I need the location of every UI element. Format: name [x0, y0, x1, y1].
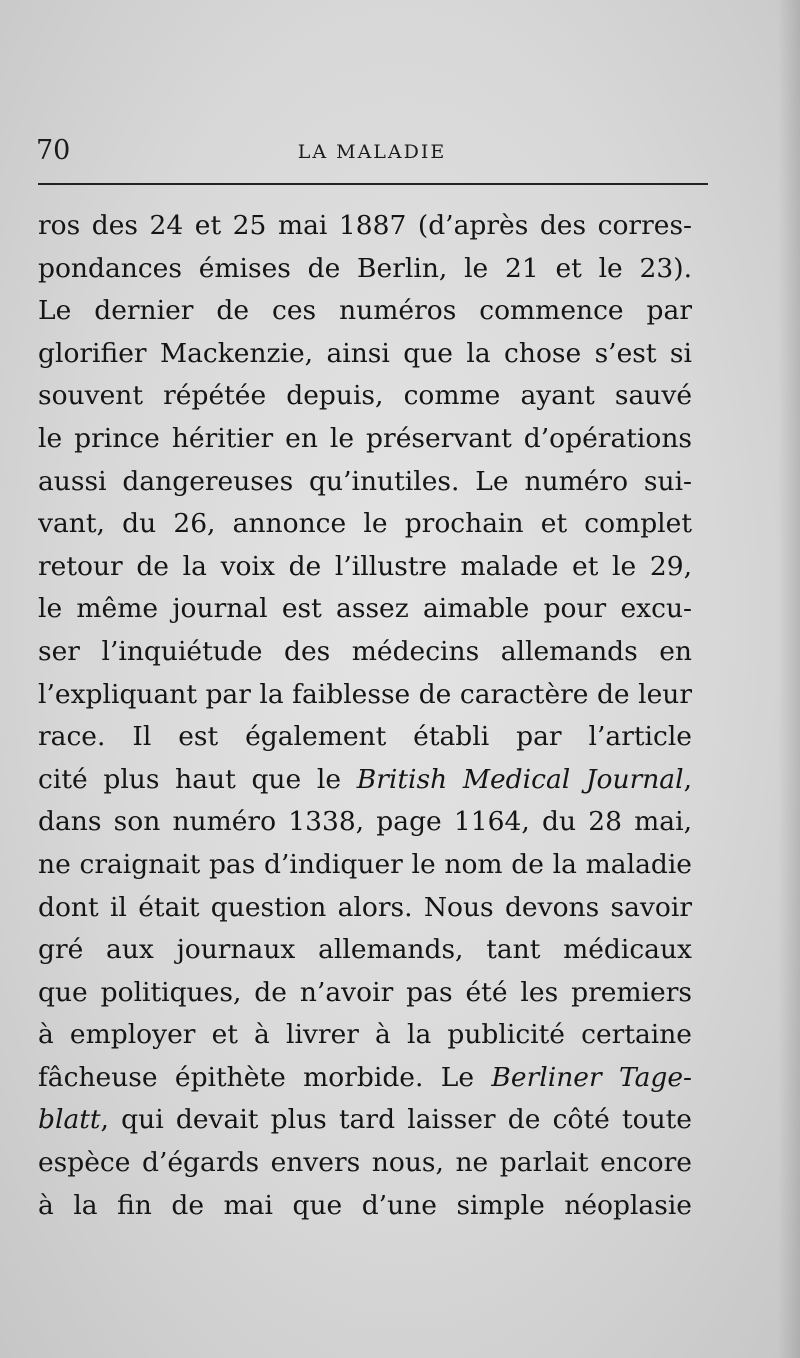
text-segment: dans son numéro 1338, page 1164, du 28 mai, — [38, 806, 692, 838]
text-line — [38, 503, 692, 546]
text-segment: à employer et à livrer à la publicité certaine — [38, 1019, 692, 1051]
italic-text-segment: blatt — [38, 1104, 101, 1136]
text-segment: , qui devait plus tard laisser de côté toute — [100, 1104, 692, 1136]
page-header — [36, 133, 708, 169]
running-title: LA MALADIE — [297, 141, 447, 163]
text-segment: l’expliquant par la faiblesse de caractère de leur — [38, 678, 692, 710]
text-line — [38, 1014, 692, 1057]
text-segment: , — [683, 763, 692, 795]
text-line — [38, 716, 692, 759]
text-line — [38, 248, 692, 291]
text-segment: race. Il est également établi par l’article — [38, 721, 692, 753]
text-line — [38, 631, 692, 674]
text-segment: le prince héritier en le préservant d’opérations — [38, 422, 692, 454]
text-segment: que politiques, de n’avoir pas été les premiers — [38, 976, 692, 1008]
text-line — [38, 461, 692, 504]
text-segment: à la fin de mai que d’une simple néoplasie — [38, 1189, 692, 1221]
text-segment: ser l’inquiétude des médecins allemands en — [38, 635, 692, 667]
text-segment: glorifier Mackenzie, ainsi que la chose s’est si — [38, 337, 692, 369]
text-segment: cité plus haut que le — [38, 763, 357, 795]
text-segment: Le dernier de ces numéros commence par — [38, 295, 692, 327]
text-line — [38, 588, 692, 631]
text-line — [38, 887, 692, 930]
text-line — [38, 1142, 692, 1185]
text-segment: le même journal est assez aimable pour excu- — [38, 593, 692, 625]
text-line — [38, 801, 692, 844]
text-line — [38, 1185, 692, 1228]
text-segment: pondances émises de Berlin, le 21 et le 23). — [38, 252, 692, 284]
text-line — [38, 759, 692, 802]
text-segment: retour de la voix de l’illustre malade et le 29, — [38, 550, 692, 582]
text-line — [38, 1099, 692, 1142]
text-line — [38, 375, 692, 418]
text-line — [38, 418, 692, 461]
text-line — [38, 205, 692, 248]
italic-text-segment: British Medical Journal — [356, 763, 684, 795]
text-segment: aussi dangereuses qu’inutiles. Le numéro sui- — [38, 465, 692, 497]
text-segment: ros des 24 et 25 mai 1887 (d’après des corres- — [38, 210, 692, 241]
text-line — [38, 1057, 692, 1100]
text-segment: espèce d’égards envers nous, ne parlait encore — [38, 1147, 692, 1179]
text-line — [38, 546, 692, 589]
header-rule — [38, 183, 708, 185]
text-segment: fâcheuse épithète morbide. Le — [38, 1061, 492, 1093]
text-line — [38, 972, 692, 1015]
text-line — [38, 844, 692, 887]
text-segment: vant, du 26, annonce le prochain et complet — [38, 508, 692, 540]
italic-text-segment: Berliner Tage- — [491, 1061, 692, 1093]
text-segment: ne craignait pas d’indiquer le nom de la maladie — [38, 848, 692, 880]
body-text — [38, 205, 692, 1227]
text-line — [38, 333, 692, 376]
text-line — [38, 674, 692, 717]
text-segment: dont il était question alors. Nous devons savoir — [38, 891, 692, 923]
page-edge-shadow — [778, 0, 800, 1358]
text-line — [38, 290, 692, 333]
page-number: 70 — [36, 135, 71, 166]
text-segment: gré aux journaux allemands, tant médicaux — [38, 934, 692, 966]
text-segment: souvent répétée depuis, comme ayant sauvé — [38, 380, 692, 412]
text-line — [38, 929, 692, 972]
